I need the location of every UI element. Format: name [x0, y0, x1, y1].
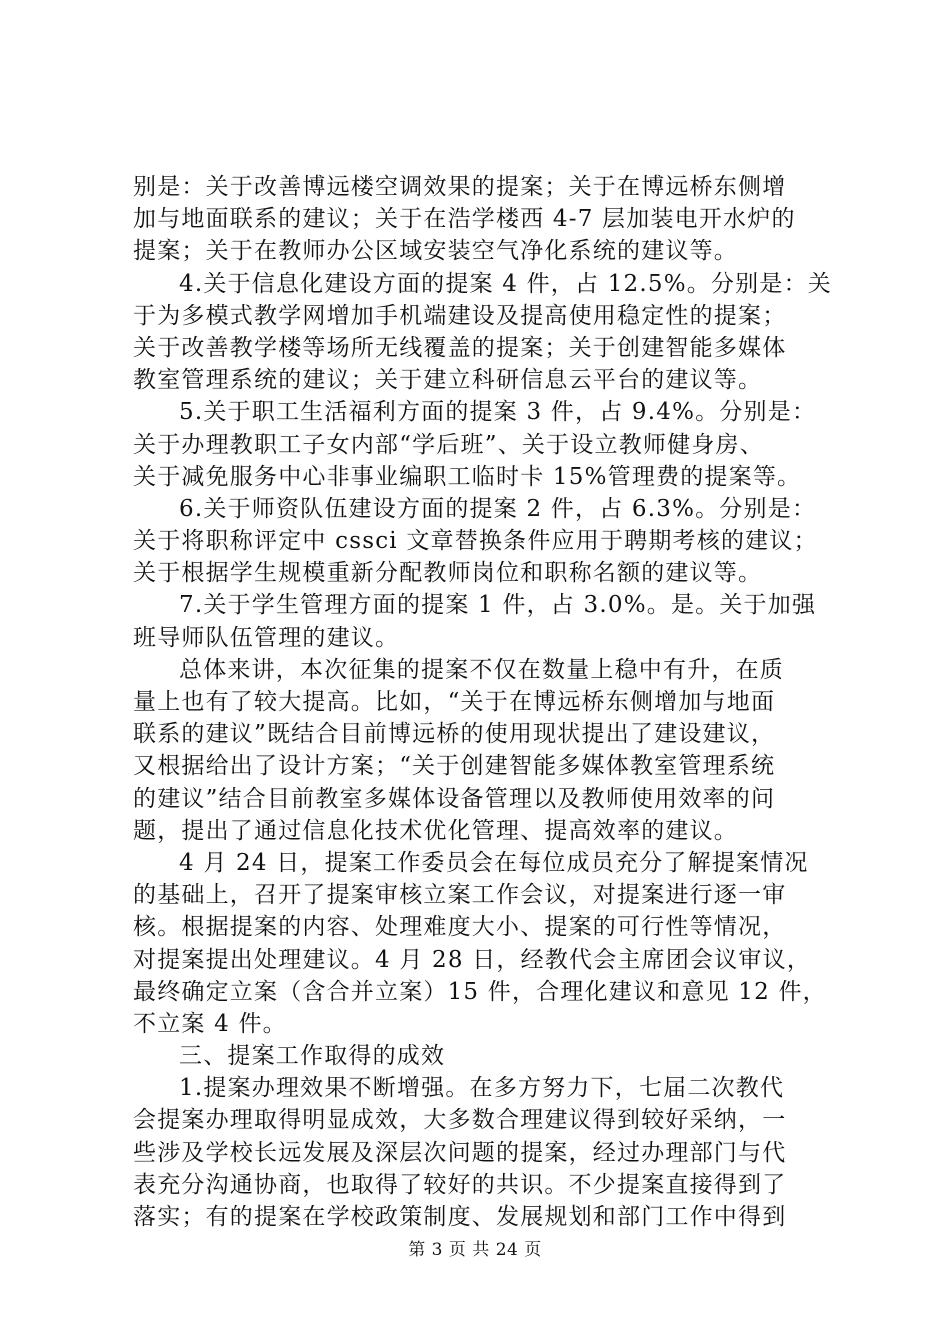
text-line: 落实；有的提案在学校政策制度、发展规划和部门工作中得到: [133, 1204, 787, 1230]
text-line: 于为多模式教学网增加手机端建设及提高使用稳定性的提案；: [133, 302, 787, 329]
text-line: 4 月 24 日，提案工作委员会在每位成员充分了解提案情况: [179, 849, 809, 876]
text-line: 关于改善教学楼等场所无线覆盖的提案；关于创建智能多媒体: [133, 334, 787, 361]
text-line: 1.提案办理效果不断增强。在多方努力下，七届二次教代: [179, 1075, 785, 1102]
text-line: 7.关于学生管理方面的提案 1 件，占 3.0%。是。关于加强: [179, 592, 817, 619]
text-line: 别是：关于改善博远楼空调效果的提案；关于在博远桥东侧增: [133, 174, 787, 200]
text-line: 关于将职称评定中 cssci 文章替换条件应用于聘期考核的建议；: [133, 528, 818, 555]
text-line: 三、提案工作取得的成效: [179, 1043, 446, 1070]
text-line: 加与地面联系的建议；关于在浩学楼西 4-7 层加装电开水炉的: [133, 206, 796, 233]
text-line: 的基础上，召开了提案审核立案工作会议，对提案进行逐一审: [133, 882, 787, 909]
text-line: 又根据给出了设计方案；“关于创建智能多媒体教室管理系统: [133, 753, 776, 780]
text-line: 些涉及学校长远发展及深层次问题的提案，经过办理部门与代: [133, 1139, 787, 1166]
text-line: 教室管理系统的建议；关于建立科研信息云平台的建议等。: [133, 367, 763, 394]
page-footer: 第 3 页 共 24 页: [408, 1240, 542, 1260]
text-line: 总体来讲，本次征集的提案不仅在数量上稳中有升，在质: [179, 656, 784, 683]
text-line: 关于办理教职工子女内部“学后班”、关于设立教师健身房、: [133, 431, 764, 458]
text-line: 会提案办理取得明显成效，大多数合理建议得到较好采纳，一: [133, 1107, 787, 1134]
text-line: 关于减免服务中心非事业编职工临时卡 15%管理费的提案等。: [133, 463, 802, 490]
text-line: 提案；关于在教师办公区域安装空气净化系统的建议等。: [133, 238, 738, 265]
text-line: 4.关于信息化建设方面的提案 4 件，占 12.5%。分别是：关: [179, 270, 832, 297]
text-line: 5.关于职工生活福利方面的提案 3 件，占 9.4%。分别是：: [179, 399, 817, 426]
text-line: 不立案 4 件。: [133, 1010, 287, 1037]
text-line: 班导师队伍管理的建议。: [133, 624, 400, 651]
text-line: 关于根据学生规模重新分配教师岗位和职称名额的建议等。: [133, 560, 763, 587]
text-line: 联系的建议”既结合目前博远桥的使用现状提出了建设建议，: [133, 721, 776, 748]
text-line: 6.关于师资队伍建设方面的提案 2 件，占 6.3%。分别是：: [179, 495, 817, 522]
text-line: 最终确定立案（含合并立案）15 件，合理化建议和意见 12 件，: [133, 978, 827, 1005]
text-line: 核。根据提案的内容、处理难度大小、提案的可行性等情况，: [133, 914, 787, 941]
text-line: 表充分沟通协商，也取得了较好的共识。不少提案直接得到了: [133, 1171, 787, 1198]
text-line: 题，提出了通过信息化技术优化管理、提高效率的建议。: [133, 817, 738, 844]
text-line: 的建议”结合目前教室多媒体设备管理以及教师使用效率的问: [133, 785, 776, 812]
text-line: 量上也有了较大提高。比如，“关于在博远桥东侧增加与地面: [133, 689, 776, 715]
text-line: 对提案提出处理建议。4 月 28 日，经教代会主席团会议审议，: [133, 946, 812, 973]
document-body: [133, 171, 833, 1233]
